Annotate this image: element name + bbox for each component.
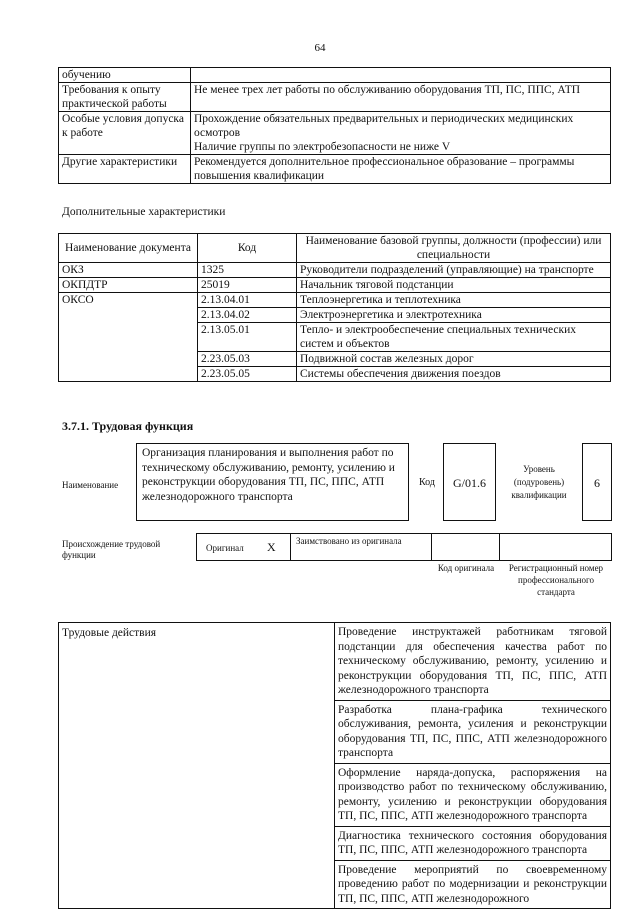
- table-row: [59, 83, 611, 112]
- row-value: [191, 68, 611, 83]
- cell-code: 2.23.05.05: [198, 367, 297, 382]
- action-item: Диагностика технического состояния оборудования ТП, ПС, ППС, АТП железнодорожного транспорта: [335, 826, 611, 860]
- regnum-caption: Регистрационный номер профессионального стандарта: [508, 563, 604, 597]
- column-header: Наименование базовой группы, должности (профессии) или специальности: [297, 234, 611, 263]
- code-caption: Код оригинала: [437, 563, 495, 573]
- row-label: Другие характеристики: [59, 155, 191, 184]
- cell-doc: [59, 352, 198, 367]
- cell-name: Руководители подразделений (управляющие) на транспорте: [297, 263, 611, 278]
- table-row: [59, 323, 611, 352]
- row-label: Требования к опыту практической работы: [59, 83, 191, 112]
- action-item: Оформление наряда-допуска, распоряжения на производство работ по техническому обслуживанию, ремонту, усилению и реконструкции оборудования ТП, ПС, ППС, АТП железнодорожного транспорта: [335, 763, 611, 826]
- requirements-table: [58, 67, 611, 184]
- table-row: [59, 308, 611, 323]
- origin-label: Происхождение трудовой функции: [62, 539, 161, 560]
- action-item: Проведение инструктажей работникам тяговой подстанции для обеспечения качества работ по техническому обслуживанию, ремонту, усилению и реконструкции оборудования ТП, ПС, ППС, АТП железнодорожного транспорта: [335, 623, 611, 701]
- original-label: Оригинал: [206, 543, 244, 553]
- table-row: [59, 352, 611, 367]
- table-row: [59, 623, 611, 701]
- cell-name: Начальник тяговой подстанции: [297, 278, 611, 293]
- table-header-row: [59, 234, 611, 263]
- cell-doc: ОКЗ: [59, 263, 198, 278]
- cell-code: 2.13.04.01: [198, 293, 297, 308]
- table-row: [59, 112, 611, 155]
- cell-code: 2.13.05.01: [198, 323, 297, 352]
- table-row: [59, 293, 611, 308]
- classifier-table: [58, 233, 611, 382]
- table-row: [59, 278, 611, 293]
- additional-caption: Дополнительные характеристики: [62, 206, 226, 218]
- cell-code: 2.13.04.02: [198, 308, 297, 323]
- function-heading: 3.7.1. Трудовая функция: [62, 419, 194, 433]
- cell-name: Системы обеспечения движения поездов: [297, 367, 611, 382]
- cell-name: Электроэнергетика и электротехника: [297, 308, 611, 323]
- row-value-line: Прохождение обязательных предварительных и периодических медицинских осмотров: [194, 113, 574, 139]
- row-value-line: Наличие группы по электробезопасности не ниже V: [194, 141, 451, 153]
- cell-code: 2.23.05.03: [198, 352, 297, 367]
- function-name-box: Организация планирования и выполнения работ по техническому обслуживанию, ремонту, усилению и реконструкции оборудования ТП, ПС, ППС, АТП железнодорожного транспорта: [136, 443, 409, 521]
- row-label: Особые условия допуска к работе: [59, 112, 191, 155]
- cell-doc: [59, 367, 198, 382]
- row-value: Не менее трех лет работы по обслуживанию оборудования ТП, ПС, ППС, АТП: [191, 83, 611, 112]
- page-number: 64: [314, 42, 326, 54]
- column-header: Код: [198, 234, 297, 263]
- table-row: [59, 367, 611, 382]
- cell-name: Подвижной состав железных дорог: [297, 352, 611, 367]
- level-box: 6: [582, 443, 612, 521]
- original-cell: [196, 533, 291, 561]
- cell-doc: [59, 308, 198, 323]
- cell-doc: ОКПДТР: [59, 278, 198, 293]
- row-value: [191, 112, 611, 155]
- origin-regnum-cell: [499, 533, 612, 561]
- row-value: Рекомендуется дополнительное профессиональное образование – программы повышения квалификации: [191, 155, 611, 184]
- cell-code: 25019: [198, 278, 297, 293]
- function-code-box: G/01.6: [443, 443, 496, 521]
- cell-doc: [59, 323, 198, 352]
- action-item: Проведение мероприятий по своевременному проведению работ по модернизации и реконструкции ТП, ПС, ППС, АТП железнодорожного: [335, 860, 611, 909]
- table-row: [59, 155, 611, 184]
- action-item: Разработка плана-графика технического обслуживания, ремонта, усиления и реконструкции оборудования ТП, ПС, ППС, АТП железнодорожного транспорта: [335, 700, 611, 763]
- cell-code: 1325: [198, 263, 297, 278]
- level-label: Уровень (подуровень) квалификации: [511, 464, 567, 500]
- original-mark: X: [267, 540, 276, 554]
- cell-doc: ОКСО: [59, 293, 198, 308]
- table-row: [59, 68, 611, 83]
- row-label: обучению: [59, 68, 191, 83]
- actions-label: Трудовые действия: [59, 623, 335, 909]
- code-label: Код: [419, 477, 435, 488]
- borrowed-cell: Заимствовано из оригинала: [290, 533, 432, 561]
- cell-name: Тепло- и электрообеспечение специальных технических систем и объектов: [297, 323, 611, 352]
- origin-code-cell: [431, 533, 500, 561]
- name-label: Наименование: [62, 480, 119, 490]
- cell-name: Теплоэнергетика и теплотехника: [297, 293, 611, 308]
- table-row: [59, 263, 611, 278]
- column-header: Наименование документа: [59, 234, 198, 263]
- actions-table: [58, 622, 611, 909]
